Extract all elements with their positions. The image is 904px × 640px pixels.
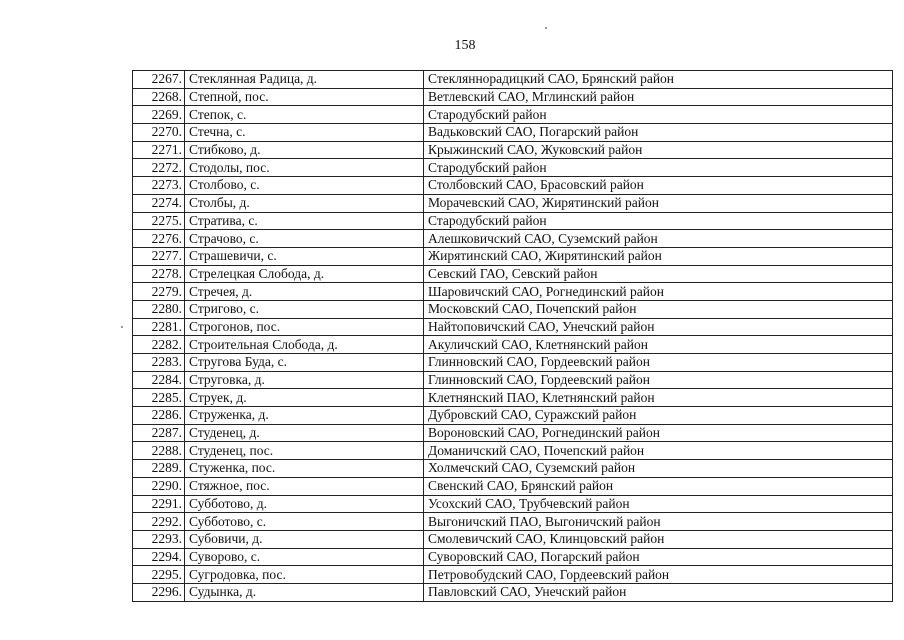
- row-number: 2276.: [133, 230, 185, 248]
- administrative-unit: Клетнянский ПАО, Клетнянский район: [424, 389, 893, 407]
- settlement-name: Стяжное, пос.: [185, 477, 424, 495]
- settlement-name: Страчово, с.: [185, 230, 424, 248]
- administrative-unit: Вороновский САО, Рогнединский район: [424, 424, 893, 442]
- row-number: 2271.: [133, 141, 185, 159]
- administrative-unit: Стародубский район: [424, 106, 893, 124]
- row-number: 2292.: [133, 513, 185, 531]
- row-number: 2293.: [133, 530, 185, 548]
- table-row: [133, 177, 893, 195]
- settlement-name: Суворово, с.: [185, 548, 424, 566]
- row-number: 2295.: [133, 566, 185, 584]
- administrative-unit: Усохский САО, Трубчевский район: [424, 495, 893, 513]
- settlement-name: Столбово, с.: [185, 177, 424, 195]
- table-row: [133, 283, 893, 301]
- administrative-unit: Шаровичский САО, Рогнединский район: [424, 283, 893, 301]
- administrative-unit: Доманичский САО, Почепский район: [424, 442, 893, 460]
- administrative-unit: Стекляннорадицкий САО, Брянский район: [424, 71, 893, 89]
- settlement-name: Субовичи, д.: [185, 530, 424, 548]
- administrative-unit: Смолевичский САО, Клинцовский район: [424, 530, 893, 548]
- settlement-name: Стечна, с.: [185, 124, 424, 142]
- table-row: [133, 530, 893, 548]
- administrative-unit: Алешковичский САО, Суземский район: [424, 230, 893, 248]
- row-number: 2280.: [133, 300, 185, 318]
- settlement-name: Стеклянная Радица, д.: [185, 71, 424, 89]
- administrative-unit: Свенский САО, Брянский район: [424, 477, 893, 495]
- table-row: [133, 513, 893, 531]
- settlement-name: Стуженка, пос.: [185, 460, 424, 478]
- row-number: 2267.: [133, 71, 185, 89]
- row-number: 2279.: [133, 283, 185, 301]
- table-row: [133, 106, 893, 124]
- settlement-name: Студенец, д.: [185, 424, 424, 442]
- table-row: [133, 88, 893, 106]
- table-row: [133, 354, 893, 372]
- administrative-unit: Дубровский САО, Суражский район: [424, 407, 893, 425]
- table-row: [133, 247, 893, 265]
- table-row: [133, 265, 893, 283]
- administrative-unit: Столбовский САО, Брасовский район: [424, 177, 893, 195]
- settlement-name: Стратива, с.: [185, 212, 424, 230]
- table-row: [133, 477, 893, 495]
- row-number: 2290.: [133, 477, 185, 495]
- settlement-name: Строгонов, пос.: [185, 318, 424, 336]
- settlement-table: [132, 70, 893, 602]
- settlement-name: Стругова Буда, с.: [185, 354, 424, 372]
- scan-speck: [545, 27, 547, 29]
- administrative-unit: Выгоничский ПАО, Выгоничский район: [424, 513, 893, 531]
- table-row: [133, 548, 893, 566]
- row-number: 2269.: [133, 106, 185, 124]
- row-number: 2278.: [133, 265, 185, 283]
- row-number: 2289.: [133, 460, 185, 478]
- table-row: [133, 212, 893, 230]
- row-number: 2272.: [133, 159, 185, 177]
- administrative-unit: Вадьковский САО, Погарский район: [424, 124, 893, 142]
- row-number: 2287.: [133, 424, 185, 442]
- administrative-unit: Стародубский район: [424, 159, 893, 177]
- row-number: 2270.: [133, 124, 185, 142]
- settlement-name: Субботово, д.: [185, 495, 424, 513]
- row-number: 2286.: [133, 407, 185, 425]
- administrative-unit: Московский САО, Почепский район: [424, 300, 893, 318]
- table-row: [133, 336, 893, 354]
- table-row: [133, 71, 893, 89]
- table-row: [133, 124, 893, 142]
- table-row: [133, 389, 893, 407]
- settlement-name: Страшевичи, с.: [185, 247, 424, 265]
- administrative-unit: Глинновский САО, Гордеевский район: [424, 371, 893, 389]
- table-row: [133, 442, 893, 460]
- table-row: [133, 407, 893, 425]
- settlement-name: Судынка, д.: [185, 583, 424, 601]
- table-row: [133, 495, 893, 513]
- settlement-name: Струженка, д.: [185, 407, 424, 425]
- row-number: 2274.: [133, 194, 185, 212]
- table-row: [133, 141, 893, 159]
- table-row: [133, 300, 893, 318]
- settlement-name: Степок, с.: [185, 106, 424, 124]
- administrative-unit: Стародубский район: [424, 212, 893, 230]
- administrative-unit: Павловский САО, Унечский район: [424, 583, 893, 601]
- settlement-name: Степной, пос.: [185, 88, 424, 106]
- settlement-name: Столбы, д.: [185, 194, 424, 212]
- settlement-name: Субботово, с.: [185, 513, 424, 531]
- administrative-unit: Акуличский САО, Клетнянский район: [424, 336, 893, 354]
- administrative-unit: Суворовский САО, Погарский район: [424, 548, 893, 566]
- row-number: 2294.: [133, 548, 185, 566]
- table-row: [133, 159, 893, 177]
- administrative-unit: Севский ГАО, Севский район: [424, 265, 893, 283]
- table-row: [133, 194, 893, 212]
- settlement-name: Стречея, д.: [185, 283, 424, 301]
- row-number: 2296.: [133, 583, 185, 601]
- scan-speck: [121, 326, 123, 328]
- settlement-name: Стрелецкая Слобода, д.: [185, 265, 424, 283]
- settlement-table-body: [133, 71, 893, 602]
- administrative-unit: Ветлевский САО, Мглинский район: [424, 88, 893, 106]
- row-number: 2288.: [133, 442, 185, 460]
- row-number: 2282.: [133, 336, 185, 354]
- table-row: [133, 318, 893, 336]
- table-row: [133, 230, 893, 248]
- row-number: 2291.: [133, 495, 185, 513]
- row-number: 2268.: [133, 88, 185, 106]
- administrative-unit: Петровобудский САО, Гордеевский район: [424, 566, 893, 584]
- row-number: 2283.: [133, 354, 185, 372]
- settlement-name: Студенец, пос.: [185, 442, 424, 460]
- settlement-name: Стибково, д.: [185, 141, 424, 159]
- administrative-unit: Глинновский САО, Гордеевский район: [424, 354, 893, 372]
- row-number: 2277.: [133, 247, 185, 265]
- administrative-unit: Крыжинский САО, Жуковский район: [424, 141, 893, 159]
- row-number: 2273.: [133, 177, 185, 195]
- row-number: 2275.: [133, 212, 185, 230]
- administrative-unit: Жирятинский САО, Жирятинский район: [424, 247, 893, 265]
- row-number: 2281.: [133, 318, 185, 336]
- table-row: [133, 371, 893, 389]
- settlement-name: Строительная Слобода, д.: [185, 336, 424, 354]
- settlement-name: Струек, д.: [185, 389, 424, 407]
- settlement-name: Сугродовка, пос.: [185, 566, 424, 584]
- table-row: [133, 424, 893, 442]
- table-row: [133, 460, 893, 478]
- page-number: 158: [454, 38, 476, 53]
- settlement-name: Стодолы, пос.: [185, 159, 424, 177]
- administrative-unit: Морачевский САО, Жирятинский район: [424, 194, 893, 212]
- table-row: [133, 583, 893, 601]
- administrative-unit: Холмечский САО, Суземский район: [424, 460, 893, 478]
- row-number: 2285.: [133, 389, 185, 407]
- row-number: 2284.: [133, 371, 185, 389]
- settlement-name: Струговка, д.: [185, 371, 424, 389]
- settlement-name: Стригово, с.: [185, 300, 424, 318]
- administrative-unit: Найтоповичский САО, Унечский район: [424, 318, 893, 336]
- table-row: [133, 566, 893, 584]
